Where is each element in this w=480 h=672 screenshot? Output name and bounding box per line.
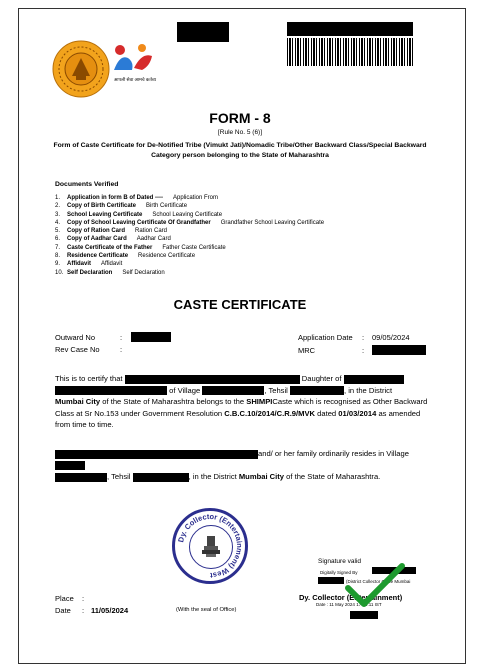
colon: : [120, 333, 123, 342]
barcode [287, 38, 413, 66]
application-date-value: 09/05/2024 [372, 333, 410, 342]
signature-valid-label: Signature valid [318, 558, 361, 565]
caste-certificate-title: CASTE CERTIFICATE [173, 297, 307, 312]
seal-text: Dy. Collector (Entertainment) West [176, 511, 245, 581]
list-item: 6. Copy of Aadhar Card Aadhar Card [55, 236, 171, 243]
redacted-box [177, 22, 229, 42]
redacted-box [202, 386, 264, 395]
list-item: 3. School Leaving Certificate School Leaving Certificate [55, 211, 223, 218]
redacted-box [55, 473, 107, 482]
colon: : [362, 333, 365, 342]
form-subtitle: Form of Caste Certificate for De-Notified Tribe (Vimukt Jati)/Nomadic Tribe/Other Backward Class/Special Backward Category person belonging to the State of Maharashtra [53, 142, 427, 159]
colon: : [362, 346, 365, 355]
redacted-box [131, 332, 171, 342]
date-label: Date [55, 606, 71, 615]
certificate-paragraph-2: and/ or her family ordinarily resides in Village , Tehsil , in the District Mumbai City of the State of Maharashtra. [55, 448, 429, 483]
signing-designation: Dy. Collector (Entertainment) [299, 593, 403, 602]
seal-note: (With the seal of Office) [176, 607, 237, 613]
redacted-box [344, 375, 404, 384]
list-item: 2. Copy of Birth Certificate Birth Certificate [55, 203, 188, 210]
office-seal [172, 508, 248, 584]
outward-no-label: Outward No [55, 333, 96, 342]
application-date-label: Application Date [298, 333, 353, 342]
redacted-box [350, 611, 378, 619]
colon: : [120, 345, 123, 354]
redacted-box [287, 22, 413, 36]
list-item: 4. Copy of School Leaving Certificate Of Grandfather Grandfather School Leaving Certificate [55, 219, 325, 226]
redacted-box [125, 375, 300, 384]
date-value: 11/05/2024 [91, 606, 129, 615]
redacted-box [55, 386, 167, 395]
seal-inner-ring [189, 525, 233, 569]
rev-case-no-label: Rev Case No [55, 345, 100, 354]
redacted-box [55, 461, 85, 470]
list-item: 7. Caste Certificate of the Father Father Caste Certificate [55, 244, 226, 251]
mrc-label: MRC [298, 346, 316, 355]
rule-number: [Rule No. 5 (6)] [217, 129, 263, 136]
logo-caption: आपली सेवा आमचे कर्तव्य [113, 77, 157, 82]
place-label: Place [55, 594, 74, 603]
maharashtra-emblem-icon [52, 40, 110, 98]
signing-office: (District Collector Office Mumbai [346, 579, 411, 584]
colon: : [82, 594, 85, 603]
redacted-box [290, 386, 344, 395]
list-item: 10. Self Declaration Self Declaration [55, 269, 165, 276]
checkmark-icon [344, 562, 406, 608]
colon: : [82, 606, 85, 615]
redacted-box [318, 577, 344, 584]
digitally-signed-label: Digitally Signed By [320, 570, 358, 575]
redacted-box [55, 450, 258, 459]
aapli-seva-logo-icon [112, 42, 156, 74]
certificate-paragraph-1: This is to certify that Daughter of of Village , Tehsil , in the District Mumbai City of the State of Maharashtra belongs to the SHIMPICaste which is recognised as Other Backward Class at Sr No.153 under Government Resolution C.B.C.10/2014/C.R.9/MVK dated 01/03/2014 as amended from time to time. [55, 374, 428, 429]
list-item: 8. Residence Certificate Residence Certificate [55, 253, 196, 260]
documents-heading: Documents Verified [55, 181, 119, 188]
list-item: 9. Affidavit Affidavit [55, 261, 123, 268]
documents-list [55, 194, 324, 277]
form-title: FORM - 8 [209, 110, 271, 126]
list-item: 1. Application in form B of Dated ---- Application From [55, 195, 219, 201]
ashoka-emblem-icon [200, 534, 222, 560]
list-item: 5. Copy of Ration Card Ration Card [55, 228, 168, 235]
redacted-box [372, 345, 426, 355]
redacted-box [133, 473, 189, 482]
signature-date-stamp: Date : 11 May 2024 17:24:11 IST [316, 602, 382, 607]
